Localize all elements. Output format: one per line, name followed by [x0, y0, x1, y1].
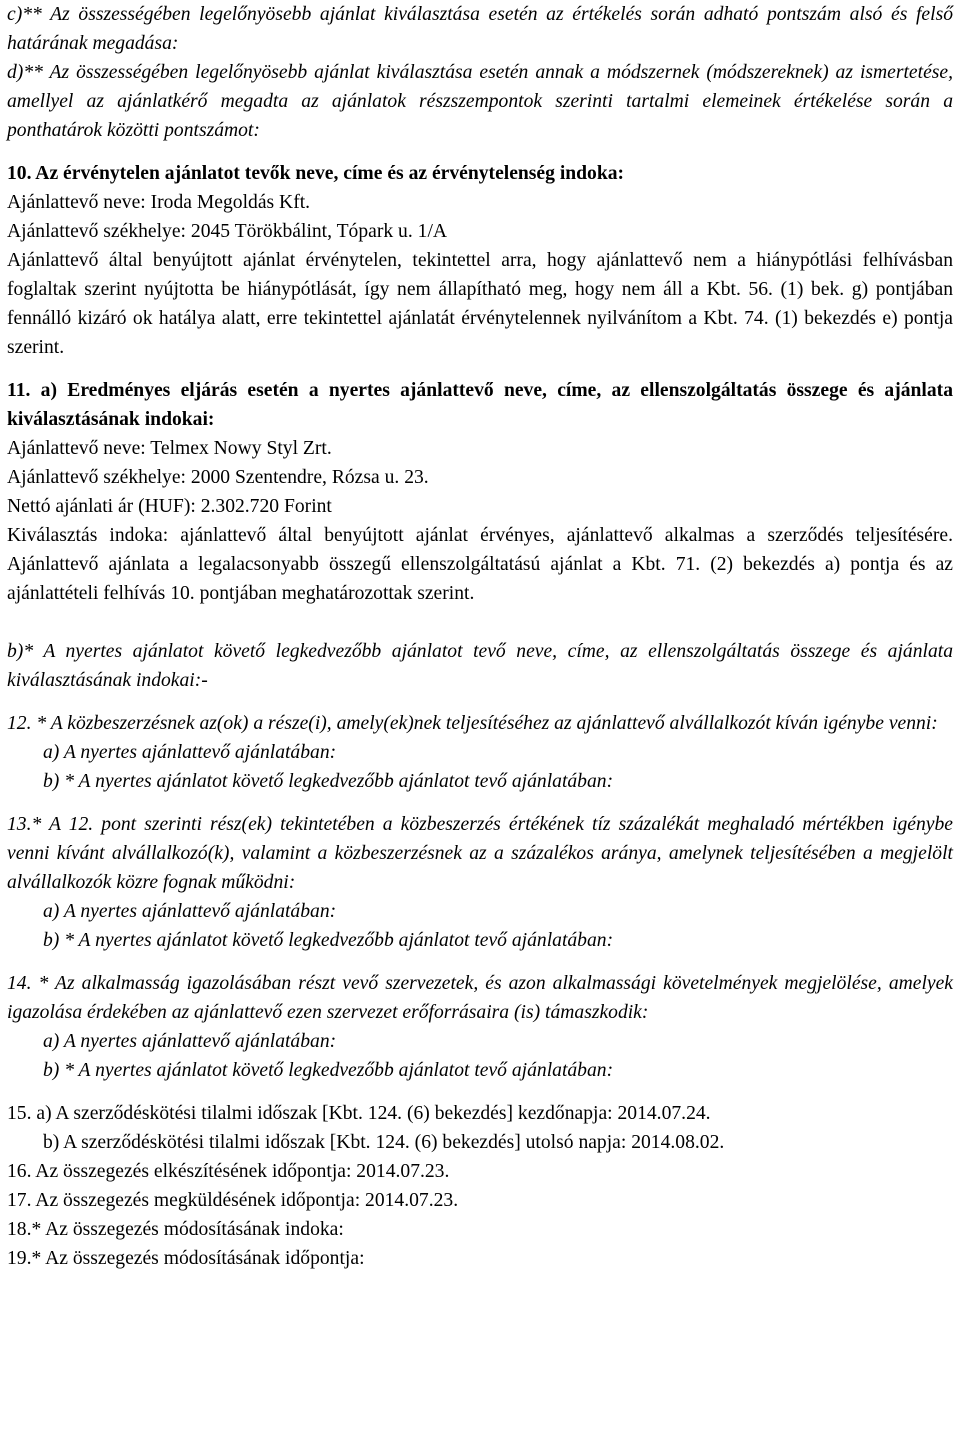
section-12-item-a: a) A nyertes ajánlattevő ajánlatában: [43, 742, 337, 763]
section-10-heading: 10. Az érvénytelen ajánlatot tevők neve, címe és az érvénytelenség indoka: [7, 163, 625, 184]
section-14-text: 14. * Az alkalmasság igazolásában részt vevő szervezetek, és azon alkalmassági követelmények megjelölése, amelyek igazolása érdekében az ajánlattevő ezen szervezet erőforrásaira (is) támaszkodik: [7, 973, 953, 1023]
section-14-item-b: b) * A nyertes ajánlatot követő legkedvezőbb ajánlatot tevő ajánlatában: [43, 1060, 614, 1081]
section-13-text: 13.* A 12. pont szerinti rész(ek) tekintetében a közbeszerzés értékének tíz százalékát meghaladó mértékben igénybe venni kívánt alvállalkozó(k), valamint a közbeszerzésnek az a százalékos aránya, amelynek teljesítésében a megjelölt alvállalkozók közre fognak működni: [7, 814, 953, 893]
section-9d-text: d)** Az összességében legelőnyösebb ajánlat kiválasztása esetén annak a módszernek (módszereknek) az ismertetése, amellyel az ajánlatkérő megadta az ajánlatok részszempontok szerinti tartalmi elemeinek értékelése során a ponthatárok közötti pontszámot: [7, 62, 953, 141]
section-14-item-a: a) A nyertes ajánlattevő ajánlatában: [43, 1031, 337, 1052]
section-11-winner-name: Ajánlattevő neve: Telmex Nowy Styl Zrt. [7, 438, 332, 459]
section-11-winner-address: Ajánlattevő székhelye: 2000 Szentendre, Rózsa u. 23. [7, 467, 429, 488]
section-12-text: 12. * A közbeszerzésnek az(ok) a része(i), amely(ek)nek teljesítéséhez az ajánlattevő alvállalkozót kíván igénybe venni: [7, 713, 938, 734]
section-10-bidder-name: Ajánlattevő neve: Iroda Megoldás Kft. [7, 192, 311, 213]
section-11-heading: 11. a) Eredményes eljárás esetén a nyertes ajánlattevő neve, címe, az ellenszolgáltatás összege és ajánlata kiválasztásának indokai: [7, 380, 953, 430]
section-13-item-b: b) * A nyertes ajánlatot követő legkedvezőbb ajánlatot tevő ajánlatában: [43, 930, 614, 951]
section-11-selection-reason: Kiválasztás indoka: ajánlattevő által benyújtott ajánlat érvényes, ajánlattevő alkalmas a szerződés teljesítésére. Ajánlattevő ajánlata a legalacsonyabb összegű ellenszolgáltatású ajánlat a Kbt. 71. (2) bekezdés a) pontja és az ajánlattételi felhívás 10. pontjában meghatározottak szerint. [7, 525, 953, 604]
section-9c-text: c)** Az összességében legelőnyösebb ajánlat kiválasztása esetén az értékelés során adható pontszám alsó és felső határának megadása: [7, 4, 953, 54]
section-10-invalidity-reason: Ajánlattevő által benyújtott ajánlat érvénytelen, tekintettel arra, hogy ajánlattevő nem a hiánypótlási felhívásban foglaltak szerint nyújtotta be hiánypótlását, így nem állapítható meg, hogy nem áll a Kbt. 56. (1) bek. g) pontjában fennálló kizáró ok hatálya alatt, erre tekintettel ajánlatát érvénytelennek nyilvánítom a Kbt. 74. (1) bekezdés e) pontja szerint. [7, 250, 953, 358]
section-16-line: 16. Az összegezés elkészítésének időpontja: 2014.07.23. [7, 1161, 450, 1182]
section-18-line: 18.* Az összegezés módosításának indoka: [7, 1219, 344, 1240]
section-15a-line: 15. a) A szerződéskötési tilalmi időszak [Kbt. 124. (6) bekezdés] kezdőnapja: 2014.07.24. [7, 1103, 711, 1124]
section-19-line: 19.* Az összegezés módosításának időpontja: [7, 1248, 365, 1269]
section-12-item-b: b) * A nyertes ajánlatot követő legkedvezőbb ajánlatot tevő ajánlatában: [43, 771, 614, 792]
section-11-net-price: Nettó ajánlati ár (HUF): 2.302.720 Forint [7, 496, 332, 517]
section-17-line: 17. Az összegezés megküldésének időpontja: 2014.07.23. [7, 1190, 459, 1211]
section-10-bidder-address: Ajánlattevő székhelye: 2045 Törökbálint, Tópark u. 1/A [7, 221, 448, 242]
section-13-item-a: a) A nyertes ajánlattevő ajánlatában: [43, 901, 337, 922]
section-11b-text: b)* A nyertes ajánlatot követő legkedvezőbb ajánlatot tevő neve, címe, az ellenszolgáltatás összege és ajánlata kiválasztásának indokai:- [7, 641, 953, 691]
section-15b-line: b) A szerződéskötési tilalmi időszak [Kbt. 124. (6) bekezdés] utolsó napja: 2014.08.02. [43, 1132, 725, 1153]
